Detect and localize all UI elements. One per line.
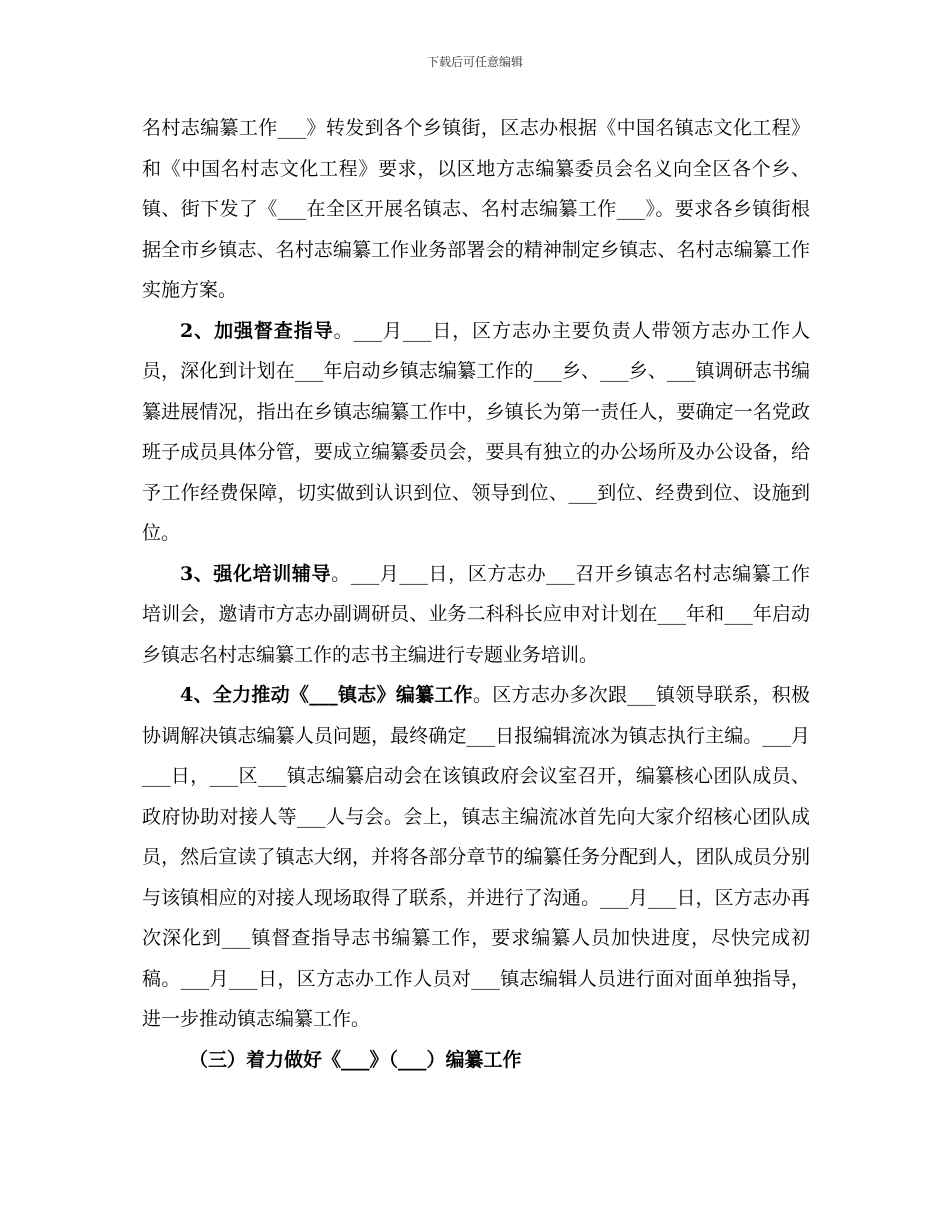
section-heading-3: （三）着力做好《___》（___）编纂工作	[189, 1048, 522, 1071]
paragraph-1: 名村志编纂工作___》转发到各个乡镇街，区志办根据《中国名镇志文化工程》和《中国名村志文化工程》要求，以区地方志编纂委员会名义向全区各个乡、镇、街下发了《___在全区开展名镇志、名村志编纂工作___》。要求各乡镇街根据全市乡镇志、名村志编纂工作业务部署会的精神制定乡镇志、名村志编纂工作实施方案。	[142, 117, 810, 301]
paragraph-2-lead: 2、加强督查指导	[180, 319, 334, 342]
document-body	[142, 108, 810, 1080]
paragraph-2	[142, 311, 810, 554]
paragraph-4-lead: 4、全力推动《___镇志》编纂工作	[180, 684, 473, 706]
paragraph-3-text: 。___月___日，区方志办___召开乡镇志名村志编纂工作培训会，邀请市方志办副调研员、业务二科科长应申对计划在___年和___年启动乡镇志名村志编纂工作的志书主编进行专题业务培训。	[142, 562, 810, 666]
paragraph-2-text: 。___月___日，区方志办主要负责人带领方志办工作人员，深化到计划在___年启动乡镇志编纂工作的___乡、___乡、___镇调研志书编纂进展情况，指出在乡镇志编纂工作中，乡镇长为第一责任人，要确定一名党政班子成员具体分管，要成立编纂委员会，要具有独立的办公场所及办公设备，给予工作经费保障，切实做到认识到位、领导到位、___到位、经费到位、设施到位。	[142, 319, 810, 544]
paragraph-3-lead: 3、强化培训辅导	[180, 562, 332, 585]
paragraph-3	[142, 554, 810, 676]
paragraph-4	[142, 675, 810, 1040]
paragraph-4-text: 。区方志办多次跟___镇领导联系，积极协调解决镇志编纂人员问题，最终确定___日报编辑流冰为镇志执行主编。___月___日，___区___镇志编纂启动会在该镇政府会议室召开，编纂核心团队成员、政府协助对接人等___人与会。会上，镇志主编流冰首先向大家介绍核心团队成员，然后宣读了镇志大纲，并将各部分章节的编纂任务分配到人，团队成员分别与该镇相应的对接人现场取得了联系，并进行了沟通。___月___日，区方志办再次深化到___镇督查指导志书编纂工作，要求编纂人员加快进度，尽快完成初稿。___月___日，区方志办工作人员对___镇志编辑人员进行面对面单独指导，进一步推动镇志编纂工作。	[142, 684, 810, 1030]
page-header: 下载后可任意编辑	[426, 55, 523, 69]
